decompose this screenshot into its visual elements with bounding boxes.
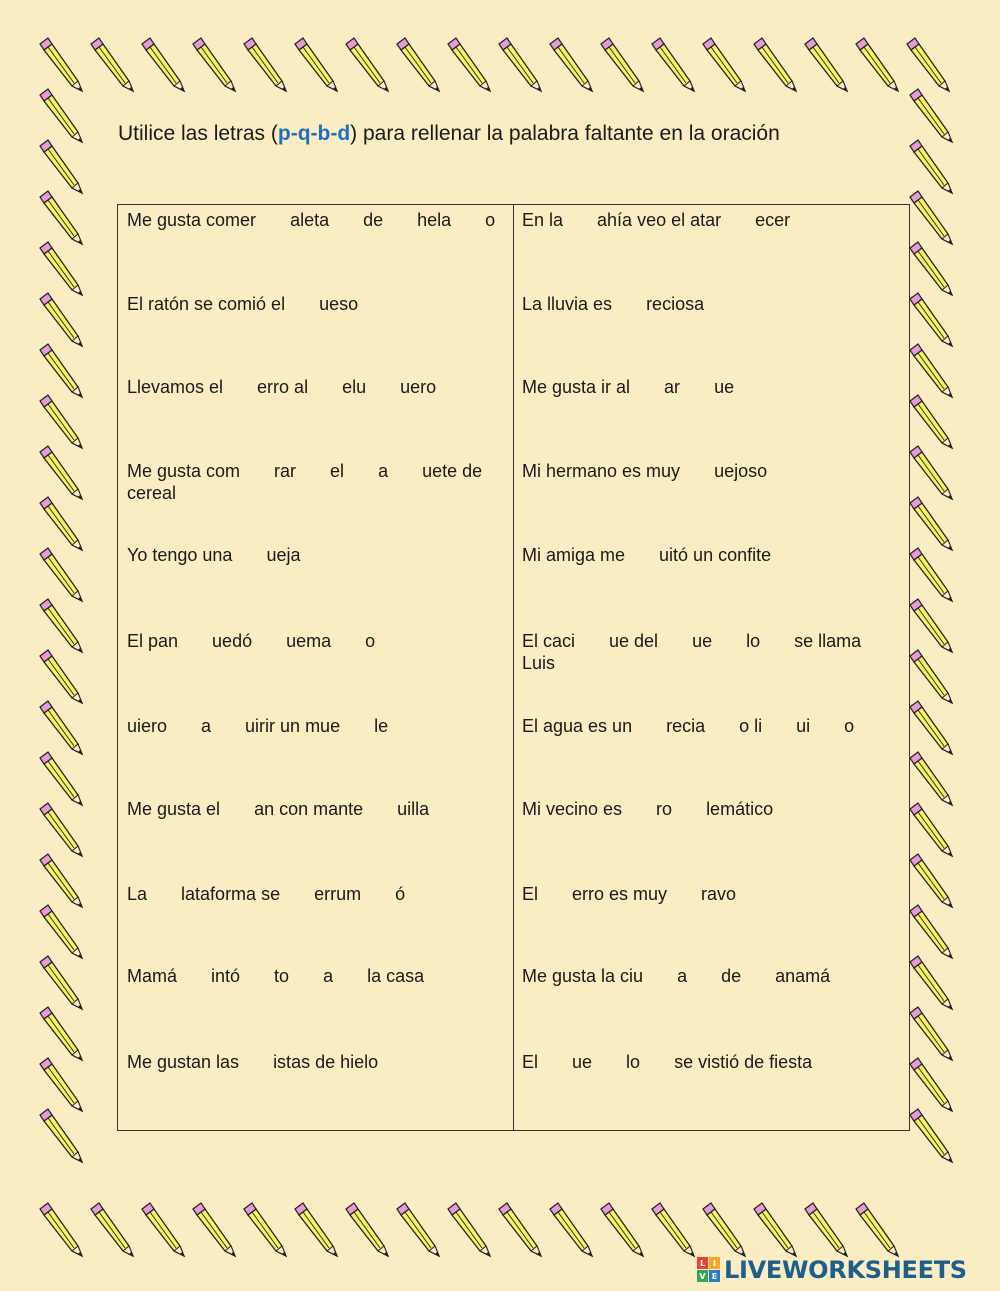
right-sentence-2 (522, 293, 704, 315)
pencil-icon (244, 1203, 286, 1256)
pencil-icon (295, 38, 337, 91)
pencil-icon (703, 1203, 745, 1256)
pencil-icon (910, 905, 952, 958)
left-sentence-7 (127, 715, 388, 737)
pencil-icon (754, 38, 796, 91)
pencil-icon (40, 1007, 82, 1060)
pencil-icon (856, 1203, 898, 1256)
pencil-icon (193, 38, 235, 91)
pencil-icon (910, 752, 952, 805)
right-sentence-6 (522, 630, 861, 674)
pencil-icon (40, 89, 82, 142)
sentence-line: Me gustan las istas de hielo (127, 1052, 379, 1072)
pencil-icon (910, 548, 952, 601)
logo-mark-icon (697, 1257, 721, 1283)
sentence-line: Me gusta comer aleta de hela o (127, 210, 496, 230)
pencil-icon (40, 1203, 82, 1256)
pencil-icon (910, 650, 952, 703)
pencil-icon (550, 1203, 592, 1256)
pencil-icon (40, 38, 82, 91)
left-sentence-8 (127, 798, 429, 820)
instructions-suffix: ) para rellenar la palabra faltante en la oración (350, 122, 780, 145)
pencil-icon (244, 38, 286, 91)
left-sentence-2 (127, 293, 358, 315)
pencil-icon (40, 446, 82, 499)
pencil-icon (91, 1203, 133, 1256)
pencil-icon (40, 242, 82, 295)
sentence-line: El caci ue del ue lo se llama (522, 631, 862, 651)
pencil-icon (397, 38, 439, 91)
right-sentence-10 (522, 965, 830, 987)
right-sentence-1 (522, 209, 790, 231)
left-sentence-1 (127, 209, 495, 231)
pencil-icon (40, 344, 82, 397)
right-sentence-11 (522, 1051, 812, 1073)
pencil-icon (805, 1203, 847, 1256)
sentence-line: En la ahía veo el atar ecer (522, 210, 791, 230)
pencil-icon (40, 497, 82, 550)
pencil-icon (91, 38, 133, 91)
column-divider (513, 205, 514, 1130)
pencil-icon (910, 956, 952, 1009)
pencil-icon (910, 1109, 952, 1162)
sentence-line: Mamá intó to a la casa (127, 966, 425, 986)
liveworksheets-logo (697, 1255, 967, 1285)
pencil-icon (910, 446, 952, 499)
sentence-line: El ratón se comió el ueso (127, 294, 359, 314)
pencil-icon (910, 344, 952, 397)
pencil-icon (910, 293, 952, 346)
right-sentence-5 (522, 544, 771, 566)
sentence-line: Me gusta la ciu a de anamá (522, 966, 831, 986)
pencil-icon (295, 1203, 337, 1256)
pencil-icon (910, 1058, 952, 1111)
sentence-line: El agua es un recia o li ui o (522, 716, 855, 736)
sentence-line: El erro es muy ravo (522, 884, 737, 904)
pencil-icon (40, 140, 82, 193)
pencil-icon (910, 242, 952, 295)
pencil-icon (346, 38, 388, 91)
exercise-table (117, 204, 910, 1131)
left-sentence-3 (127, 376, 436, 398)
pencil-icon (601, 1203, 643, 1256)
pencil-icon (910, 701, 952, 754)
pencil-icon (142, 1203, 184, 1256)
logo-mark-l: L (699, 1259, 706, 1268)
left-sentence-11 (127, 1051, 378, 1073)
sentence-line: El ue lo se vistió de fiesta (522, 1052, 813, 1072)
pencil-icon (40, 293, 82, 346)
sentence-line: El pan uedó uema o (127, 631, 376, 651)
pencil-icon (754, 1203, 796, 1256)
pencil-icon (652, 38, 694, 91)
pencil-icon (910, 1007, 952, 1060)
sentence-line: Mi hermano es muy uejoso (522, 461, 768, 481)
pencil-icon (499, 38, 541, 91)
pencil-icon (40, 752, 82, 805)
pencil-icon (910, 191, 952, 244)
pencil-icon (40, 191, 82, 244)
pencil-icon (40, 599, 82, 652)
sentence-line: uiero a uirir un mue le (127, 716, 389, 736)
pencil-icon (142, 38, 184, 91)
pencil-icon (397, 1203, 439, 1256)
right-sentence-9 (522, 883, 736, 905)
sentence-line: Me gusta el an con mante uilla (127, 799, 430, 819)
instructions-prefix: Utilice las letras ( (118, 122, 278, 145)
pencil-icon (703, 38, 745, 91)
sentence-line-continued: Luis (522, 653, 556, 673)
pencil-icon (910, 599, 952, 652)
logo-text: LIVEWORKSHEETS (724, 1256, 967, 1284)
right-sentence-4 (522, 460, 767, 482)
logo-mark-e: E (711, 1272, 718, 1281)
pencil-icon (448, 1203, 490, 1256)
pencil-icon (907, 38, 949, 91)
left-sentence-6 (127, 630, 375, 652)
pencil-icon (40, 905, 82, 958)
pencil-icon (910, 854, 952, 907)
pencil-icon (652, 1203, 694, 1256)
sentence-line: Mi vecino es ro lemático (522, 799, 774, 819)
sentence-line: Mi amiga me uitó un confite (522, 545, 772, 565)
pencil-icon (910, 803, 952, 856)
pencil-icon (40, 956, 82, 1009)
pencil-icon (40, 854, 82, 907)
right-sentence-7 (522, 715, 854, 737)
pencil-icon (40, 1109, 82, 1162)
pencil-icon (40, 701, 82, 754)
pencil-icon (346, 1203, 388, 1256)
instructions (118, 120, 918, 148)
pencil-icon (805, 38, 847, 91)
sentence-line: Llevamos el erro al elu uero (127, 377, 437, 397)
pencil-icon (40, 803, 82, 856)
right-sentence-8 (522, 798, 773, 820)
left-sentence-9 (127, 883, 405, 905)
right-sentence-3 (522, 376, 734, 398)
logo-mark-v: V (699, 1272, 706, 1281)
pencil-icon (550, 38, 592, 91)
pencil-icon (40, 650, 82, 703)
instructions-letters: p-q-b-d (277, 122, 351, 145)
pencil-icon (40, 395, 82, 448)
sentence-line-continued: cereal (127, 483, 177, 503)
pencil-icon (856, 38, 898, 91)
left-sentence-5 (127, 544, 300, 566)
pencil-icon (910, 395, 952, 448)
sentence-line: Yo tengo una ueja (127, 545, 301, 565)
sentence-line: La lluvia es reciosa (522, 294, 705, 314)
sentence-line: La lataforma se errum ó (127, 884, 406, 904)
pencil-icon (40, 1058, 82, 1111)
pencil-icon (193, 1203, 235, 1256)
pencil-icon (448, 38, 490, 91)
pencil-icon (601, 38, 643, 91)
sentence-line: Me gusta ir al ar ue (522, 377, 735, 397)
left-sentence-4 (127, 460, 482, 504)
left-sentence-10 (127, 965, 424, 987)
sentence-line: Me gusta com rar el a uete de (127, 461, 483, 481)
pencil-icon (910, 497, 952, 550)
pencil-icon (499, 1203, 541, 1256)
pencil-icon (40, 548, 82, 601)
logo-mark-i: I (713, 1259, 716, 1268)
